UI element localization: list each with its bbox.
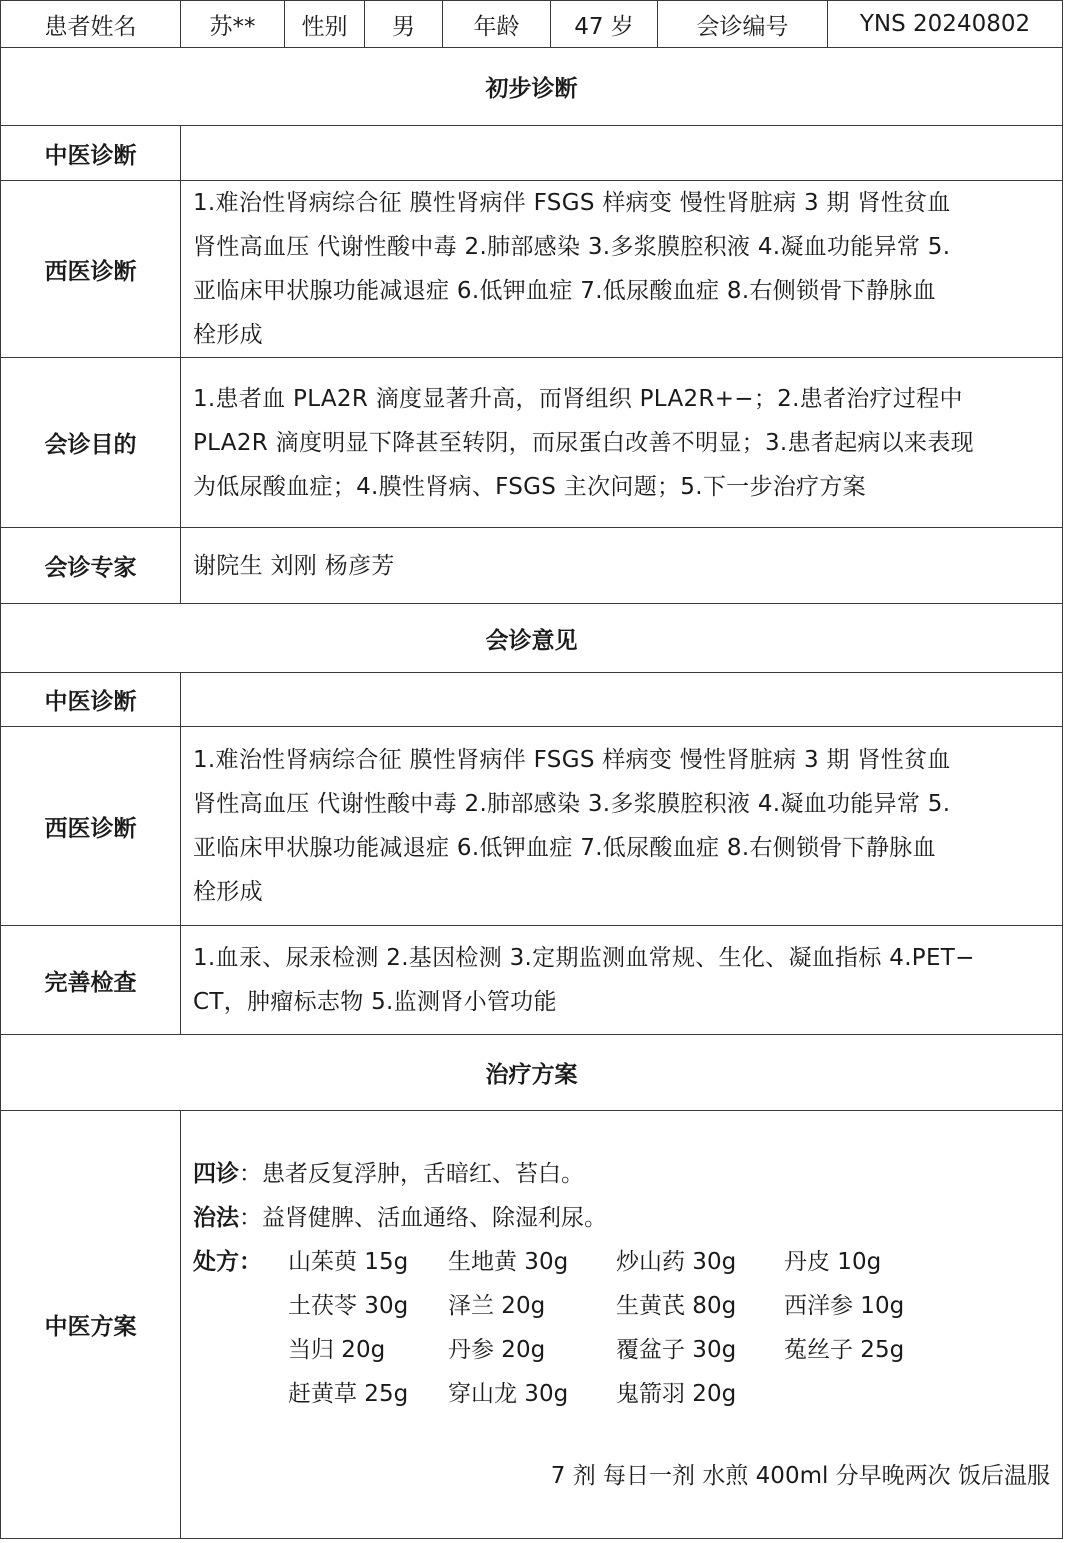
opinion-tcm-row	[1, 673, 1063, 727]
age-value: 47 岁	[551, 1, 658, 48]
purpose-value	[181, 358, 1063, 528]
herb-item: 菟丝子 25g	[784, 1336, 905, 1363]
herb-item: 泽兰 20g	[448, 1292, 546, 1319]
herb-item: 生黄芪 80g	[616, 1292, 737, 1319]
experts-value: 谢院生 刘刚 杨彦芳	[181, 528, 1063, 604]
opinion-tcm-label: 中医诊断	[1, 673, 181, 727]
initial-western-row	[1, 181, 1063, 358]
opinion-western-line: 1.难治性肾病综合征 膜性肾病伴 FSGS 样病变 慢性肾脏病 3 期 肾性贫血	[193, 747, 951, 773]
herb-item: 炒山药 30g	[616, 1248, 737, 1275]
treatment-method-value: ：益肾健脾、活血通络、除湿利尿。	[239, 1204, 607, 1231]
herb-item: 丹参 20g	[448, 1336, 546, 1363]
tcm-plan-row	[1, 1111, 1063, 1539]
opinion-title: 会诊意见	[1, 604, 1063, 673]
herb-item: 生地黄 30g	[448, 1248, 569, 1275]
patient-name-label: 患者姓名	[1, 1, 181, 48]
initial-western-line: 肾性高血压 代谢性酸中毒 2.肺部感染 3.多浆膜腔积液 4.凝血功能异常 5.	[193, 234, 951, 260]
initial-tcm-label: 中医诊断	[1, 126, 181, 181]
exam-row	[1, 926, 1063, 1035]
opinion-western-label: 西医诊断	[1, 727, 181, 926]
opinion-tcm-value	[181, 673, 1063, 727]
opinion-western-value	[181, 727, 1063, 926]
consult-number-label: 会诊编号	[658, 1, 828, 48]
tcm-plan-value	[181, 1111, 1063, 1539]
initial-western-line: 栓形成	[193, 322, 263, 348]
experts-label: 会诊专家	[1, 528, 181, 604]
four-diagnosis-value: ：患者反复浮肿，舌暗红、苔白。	[239, 1160, 584, 1187]
purpose-label: 会诊目的	[1, 358, 181, 528]
exam-line: 1.血汞、尿汞检测 2.基因检测 3.定期监测血常规、生化、凝血指标 4.PET−	[193, 945, 975, 971]
initial-tcm-row	[1, 126, 1063, 181]
prescription	[193, 1240, 1050, 1416]
prescription-label: 处方：	[193, 1248, 262, 1275]
initial-western-line: 1.难治性肾病综合征 膜性肾病伴 FSGS 样病变 慢性肾脏病 3 期 肾性贫血	[193, 190, 951, 216]
herb-item: 西洋参 10g	[784, 1292, 905, 1319]
initial-diagnosis-section	[1, 48, 1063, 126]
herb-item: 鬼箭羽 20g	[616, 1380, 737, 1407]
experts-row	[1, 528, 1063, 604]
herb-item: 穿山龙 30g	[448, 1380, 569, 1407]
initial-diagnosis-title: 初步诊断	[1, 48, 1063, 126]
herb-item: 赶黄草 25g	[288, 1380, 409, 1407]
consult-number-value: YNS 20240802	[828, 1, 1063, 48]
four-diagnosis-label: 四诊	[193, 1160, 239, 1187]
exam-line: CT，肿瘤标志物 5.监测肾小管功能	[193, 989, 557, 1015]
opinion-western-line: 亚临床甲状腺功能减退症 6.低钾血症 7.低尿酸血症 8.右侧锁骨下静脉血	[193, 835, 936, 861]
age-label: 年龄	[443, 1, 551, 48]
purpose-line: 1.患者血 PLA2R 滴度显著升高，而肾组织 PLA2R+−；2.患者治疗过程中	[193, 385, 963, 412]
initial-tcm-value	[181, 126, 1063, 181]
purpose-line: 为低尿酸血症；4.膜性肾病、FSGS 主次问题；5.下一步治疗方案	[193, 473, 866, 500]
patient-name-value: 苏**	[181, 1, 285, 48]
herb-item: 丹皮 10g	[784, 1248, 882, 1275]
dosage-instructions: 7 剂 每日一剂 水煎 400ml 分早晚两次 饭后温服	[550, 1462, 1050, 1489]
purpose-row	[1, 358, 1063, 528]
gender-value: 男	[365, 1, 443, 48]
gender-label: 性别	[285, 1, 365, 48]
exam-value	[181, 926, 1063, 1035]
opinion-section	[1, 604, 1063, 673]
initial-western-label: 西医诊断	[1, 181, 181, 358]
initial-western-value	[181, 181, 1063, 358]
herb-item: 土茯苓 30g	[288, 1292, 409, 1319]
purpose-line: PLA2R 滴度明显下降甚至转阴，而尿蛋白改善不明显；3.患者起病以来表现	[193, 429, 974, 456]
treatment-method-label: 治法	[193, 1204, 239, 1231]
herb-item: 山茱萸 15g	[288, 1248, 409, 1275]
patient-header-row	[1, 1, 1063, 48]
exam-label: 完善检查	[1, 926, 181, 1035]
treatment-method	[193, 1196, 1050, 1240]
treatment-section	[1, 1035, 1063, 1111]
opinion-western-line: 肾性高血压 代谢性酸中毒 2.肺部感染 3.多浆膜腔积液 4.凝血功能异常 5.	[193, 791, 951, 817]
initial-western-line: 亚临床甲状腺功能减退症 6.低钾血症 7.低尿酸血症 8.右侧锁骨下静脉血	[193, 278, 936, 304]
herb-item: 覆盆子 30g	[616, 1336, 737, 1363]
opinion-western-line: 栓形成	[193, 879, 263, 905]
herb-item: 当归 20g	[288, 1336, 386, 1363]
opinion-western-row	[1, 727, 1063, 926]
treatment-title: 治疗方案	[1, 1035, 1063, 1111]
tcm-plan-label: 中医方案	[1, 1111, 181, 1539]
four-diagnosis	[193, 1152, 1050, 1196]
